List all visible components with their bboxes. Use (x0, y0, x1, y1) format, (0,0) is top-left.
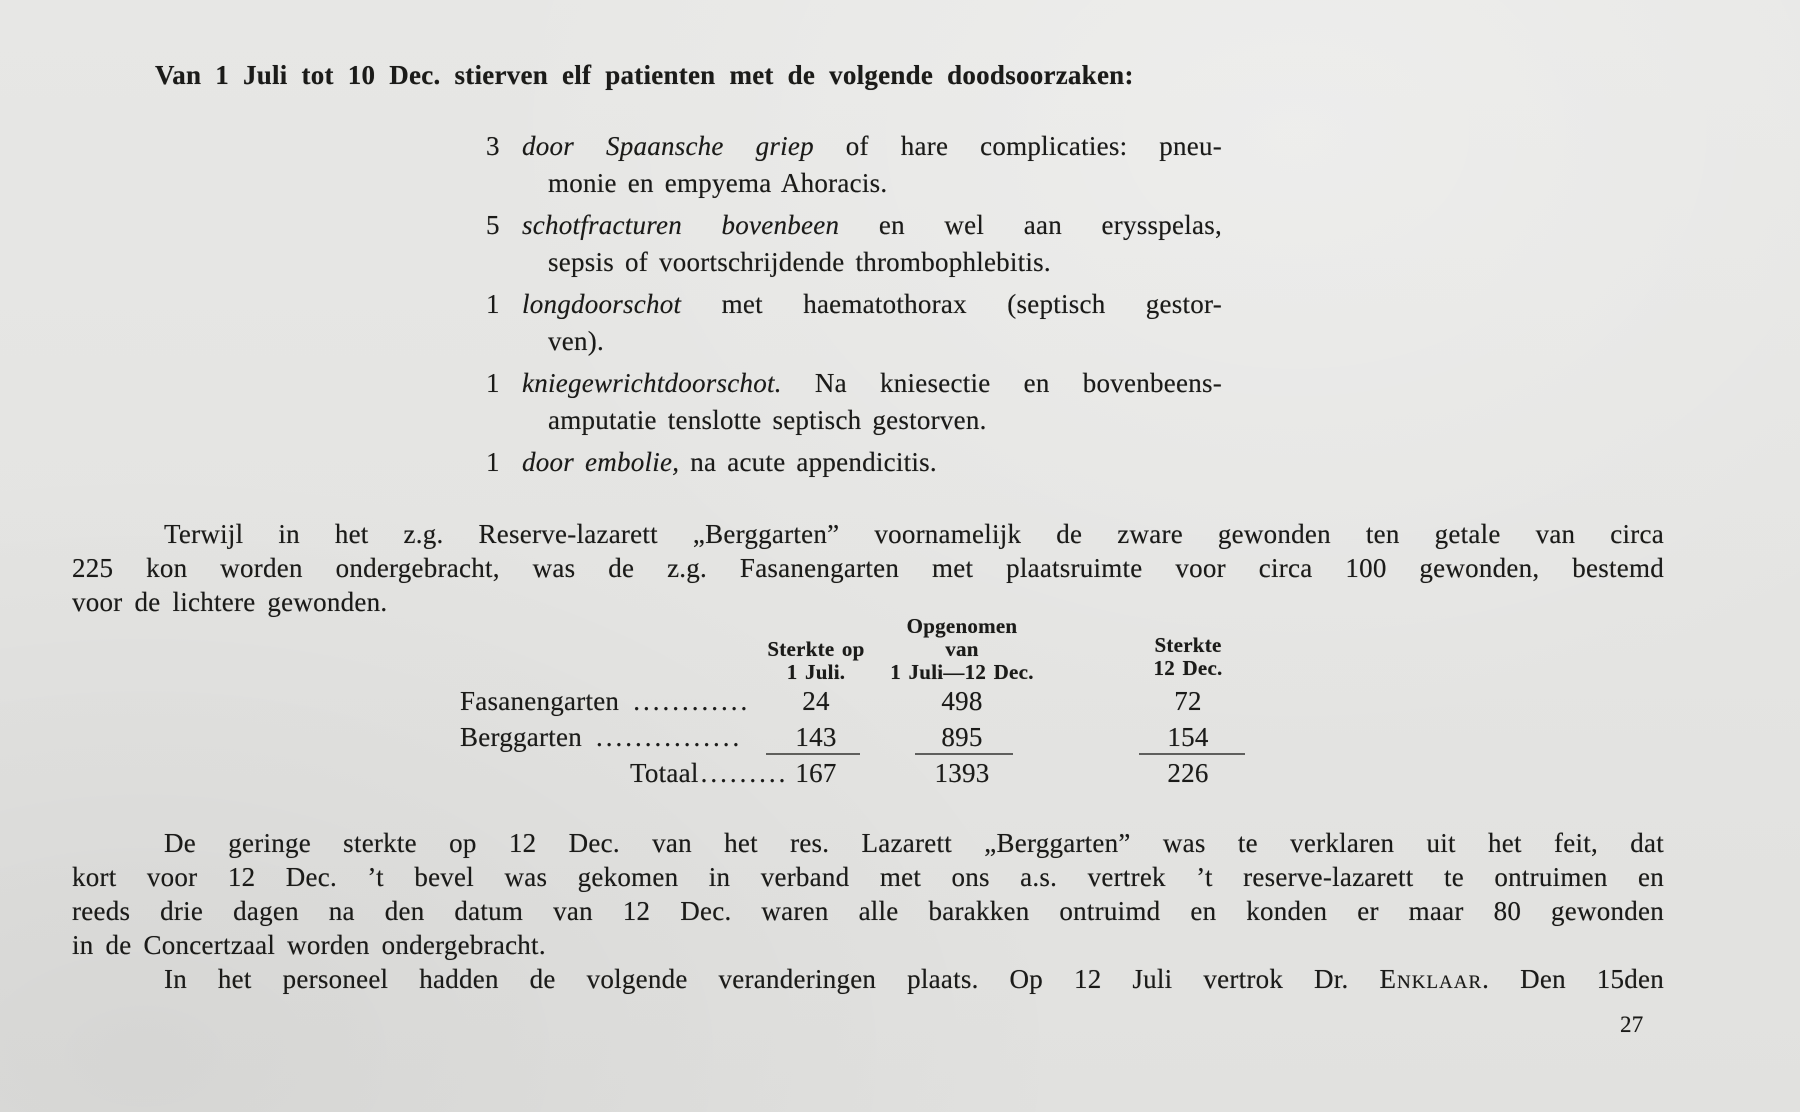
text-line: De geringe sterkte op 12 Dec. van het res. Lazarett „Berggarten” was te verklaren uit het feit, dat (164, 828, 1664, 858)
text-run: ven). (548, 326, 604, 356)
dot-leader: ............ (633, 686, 751, 716)
table-value: 154 (1167, 722, 1209, 752)
paragraph-personeel (72, 962, 1664, 996)
italic-text-run: kniegewrichtdoorschot. (522, 368, 782, 398)
intro-line: Van 1 Juli tot 10 Dec. stierven elf patienten met de volgende doodsoorzaken: (155, 60, 1134, 90)
text-run: amputatie tenslotte septisch gestorven. (548, 405, 987, 435)
text-line: voor de lichtere gewonden. (72, 587, 388, 617)
header-line: Opgenomen (906, 614, 1018, 638)
row-label (460, 722, 742, 752)
header-line: 12 Dec. (1153, 656, 1223, 680)
page-number: 27 (1620, 1012, 1644, 1037)
row-label-text: Totaal (630, 758, 699, 788)
sum-rule (1139, 753, 1245, 755)
italic-text-run: schotfracturen bovenbeen (522, 210, 840, 240)
text-line: reeds drie dagen na den datum van 12 Dec. waren alle barakken ontruimd en konden er maar 80 gewonden (72, 896, 1664, 926)
text-run: . Den 15den (1482, 964, 1664, 994)
italic-text-run: door embolie, (522, 447, 680, 477)
smallcaps-text-run: Enklaar (1379, 964, 1483, 994)
text-run: en wel aan erysspelas, (839, 210, 1222, 240)
sum-rule (766, 753, 860, 755)
row-label (460, 686, 750, 716)
text-line: kort voor 12 Dec. ’t bevel was gekomen in verband met ons a.s. vertrek ’t reserve-lazarett te ontruimen en (72, 862, 1664, 892)
table-value: 226 (1167, 758, 1209, 788)
header-line: 1 Juli. (786, 660, 846, 684)
text-run: sepsis of voortschrijdende thrombophlebitis. (548, 247, 1051, 277)
header-line: Sterkte (1154, 633, 1222, 657)
text-line: in de Concertzaal worden ondergebracht. (72, 930, 546, 960)
header-line: 1 Juli—12 Dec. (890, 660, 1034, 684)
death-cause-count: 3 (486, 131, 500, 161)
death-cause-count: 5 (486, 210, 500, 240)
text-line (72, 962, 1664, 996)
text-run: na acute appendicitis. (679, 447, 937, 477)
header-line: Sterkte op (767, 637, 865, 661)
sum-rule (915, 753, 1013, 755)
text-run: monie en empyema Ahoracis. (548, 168, 888, 198)
table-value: 72 (1174, 686, 1202, 716)
dot-leader: ......... (700, 758, 789, 788)
table-row-total (0, 758, 1800, 790)
table-value: 24 (802, 686, 830, 716)
text-line: Terwijl in het z.g. Reserve-lazarett „Berggarten” voornamelijk de zware gewonden ten getale van circa (164, 519, 1664, 549)
table-value: 143 (795, 722, 837, 752)
text-run: of hare complicaties: pneu- (813, 131, 1222, 161)
table-row (0, 686, 1800, 718)
row-label-text: Fasanengarten (460, 686, 620, 716)
table-value: 895 (941, 722, 983, 752)
column-header-opgenomen (890, 615, 1033, 684)
dot-leader: ............... (595, 722, 743, 752)
table-value: 1393 (934, 758, 990, 788)
column-header-sterkte-12-dec (1153, 634, 1222, 680)
death-cause-count: 1 (486, 447, 500, 477)
table-value: 498 (941, 686, 983, 716)
text-run: Na kniesectie en bovenbeens- (781, 368, 1222, 398)
death-cause-count: 1 (486, 368, 500, 398)
italic-text-run: longdoorschot (522, 289, 682, 319)
row-label (630, 758, 788, 788)
table-row (0, 722, 1800, 754)
header-line: van (945, 637, 979, 661)
table-value: 167 (795, 758, 837, 788)
paragraph-geringe-sterkte (72, 826, 1664, 962)
text-run: In het personeel hadden de volgende veranderingen plaats. Op 12 Juli vertrok Dr. (164, 964, 1380, 994)
text-run: met haematothorax (septisch gestor- (681, 289, 1222, 319)
italic-text-run: door Spaansche griep (522, 131, 814, 161)
column-header-sterkte-1-juli (767, 638, 864, 684)
text-line: 225 kon worden ondergebracht, was de z.g. Fasanengarten met plaatsruimte voor circa 100 gewonden, bestemd (72, 553, 1664, 583)
death-cause-count: 1 (486, 289, 500, 319)
row-label-text: Berggarten (460, 722, 582, 752)
